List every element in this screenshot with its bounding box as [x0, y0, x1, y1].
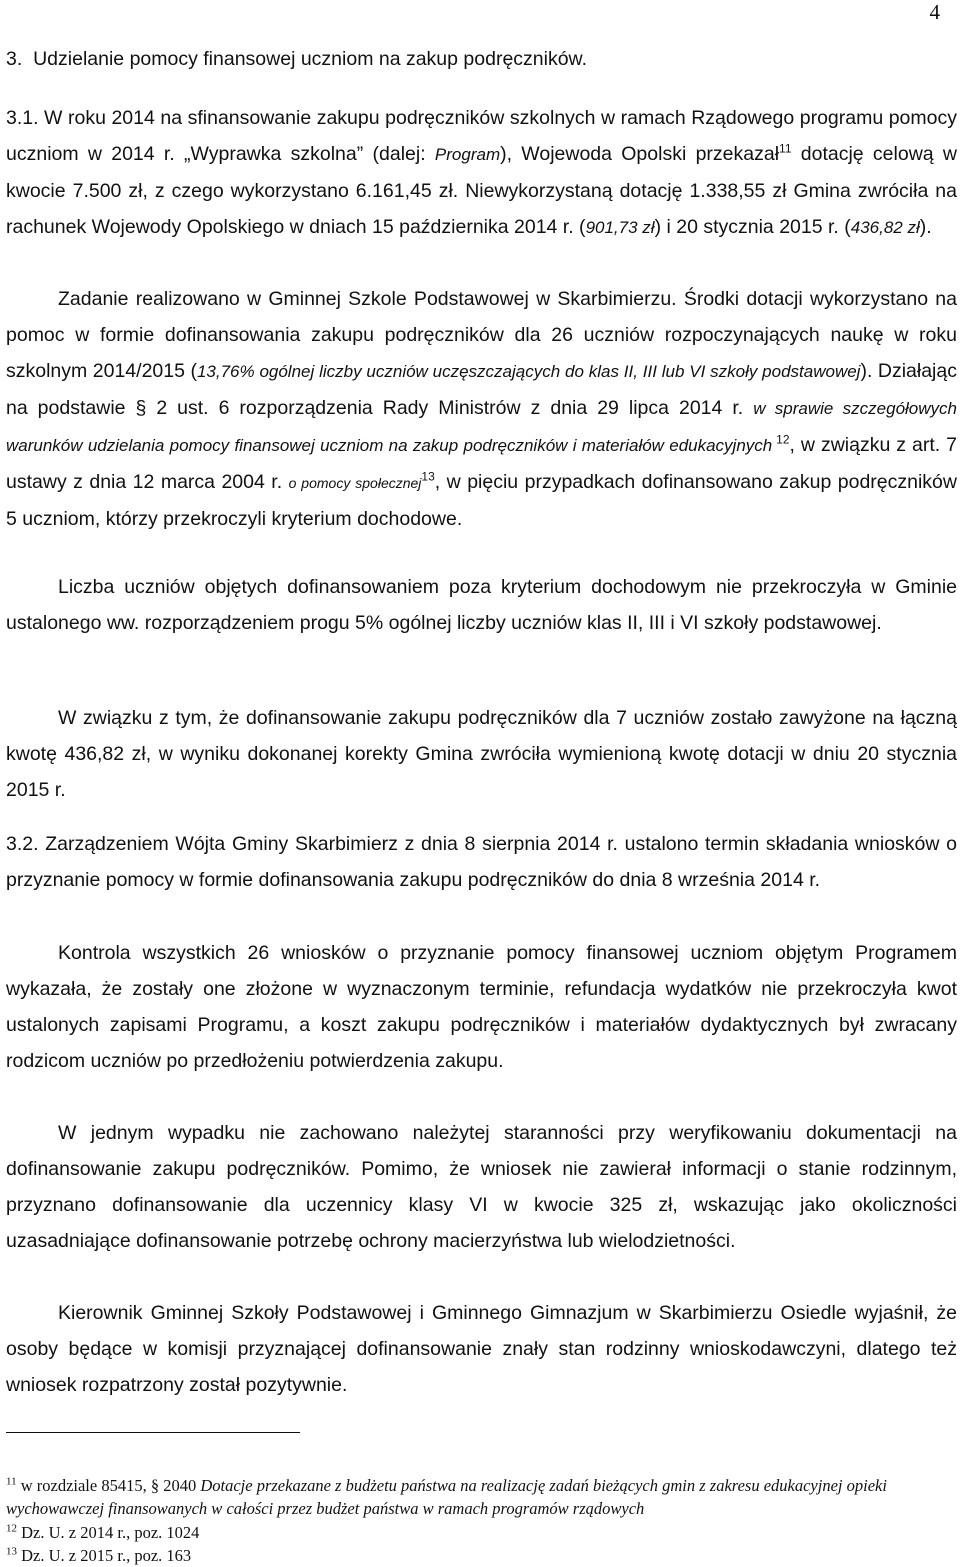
paragraph-overpayment: W związku z tym, że dofinansowanie zakupu podręczników dla 7 uczniów zostało zawyżone na łączną kwotę 436,82 zł, w wyniku dokonanej korekty Gmina zwróciła wymienioną kwotę dotacji w dniu 20 stycznia 2015 r.	[6, 707, 957, 801]
paragraph-task-realization: Zadanie realizowano w Gminnej Szkole Podstawowej w Skarbimierzu. Środki dotacji wykorzystano na pomoc w formie dofinansowania zakupu podręczników dla 26 uczniów rozpoczynających naukę w roku szkolnym 2014/2015 (13,76% ogólnej liczby uczniów uczęszczających do klas II, III lub VI szkoły podstawowej). Działając na podstawie § 2 ust. 6 rozporządzenia Rady Ministrów z dnia 29 lipca 2014 r. w sprawie szczegółowych warunków udzielania pomocy finansowej uczniom na zakup podręczników i materiałów edukacyjnych $^{12}$, w związku z art. 7 ustawy z dnia 12 marca 2004 r. o pomocy społecznej$^{13}$, w pięciu przypadkach dofinansowano zakup podręczników 5 uczniom, którzy przekroczyli kryterium dochodowe.	[6, 288, 958, 530]
footnote-ref-12: 12	[772, 432, 790, 447]
paragraph-threshold: Liczba uczniów objętych dofinansowaniem poza kryterium dochodowym nie przekroczyła w Gminie ustalonego ww. rozporządzeniem progu 5% ogólnej liczby uczniów klas II, III i VI szkoły podstawowej.	[6, 576, 957, 634]
footnote-ref-13: 13	[421, 469, 435, 484]
paragraph-control: Kontrola wszystkich 26 wniosków o przyznanie pomocy finansowej uczniom objętym Programem wykazała, że zostały one złożone w wyznaczonym terminie, refundacja wydatków nie przekroczyła kwot ustalonych zapisami Programu, a koszt zakupu podręczników i materiałów dydaktycznych był zwracany rodzicom uczniów po przedłożeniu potwierdzenia zakupu.	[6, 942, 957, 1072]
footnote-ref-11: 11	[779, 141, 792, 156]
paragraph-3-2: 3.2. Zarządzeniem Wójta Gminy Skarbimierz z dnia 8 sierpnia 2014 r. ustalono termin składania wniosków o przyznanie pomocy w formie dofinansowania zakupu podręczników do dnia 8 września 2014 r.	[6, 833, 957, 891]
footnote-12: $^{12}$ Dz. U. z 2014 r., poz. 1024	[6, 1522, 200, 1542]
page-number: 4	[929, 0, 940, 24]
footnote-13: $^{13}$ Dz. U. z 2015 r., poz. 163	[6, 1545, 192, 1565]
footnote-separator	[6, 1432, 300, 1433]
footnote-11: $^{11}$ w rozdziale 85415, § 2040 Dotacje przekazane z budżetu państwa na realizację zadań bieżących gmin z zakresu edukacyjnej opieki wychowawczej finansowanych w całości przez budżet państwa w ramach programów rządowych	[6, 1475, 887, 1518]
paragraph-explanation: Kierownik Gminnej Szkoły Podstawowej i Gminnego Gimnazjum w Skarbimierzu Osiedle wyjaśnił, że osoby będące w komisji przyznającej dofinansowanie znały stan rodzinny wnioskodawczyni, dlatego też wniosek rozpatrzony został pozytywnie.	[6, 1302, 957, 1396]
paragraph-irregularity: W jednym wypadku nie zachowano należytej staranności przy weryfikowaniu dokumentacji na dofinansowanie zakupu podręczników. Pomimo, że wniosek nie zawierał informacji o stanie rodzinnym, przyznano dofinansowanie dla uczennicy klasy VI w kwocie 325 zł, wskazując jako okoliczności uzasadniające dofinansowanie potrzebę ochrony macierzyństwa lub wielodzietności.	[6, 1122, 957, 1252]
section-heading: 3. Udzielanie pomocy finansowej uczniom na zakup podręczników.	[6, 48, 587, 70]
paragraph-3-1: 3.1. W roku 2014 na sfinansowanie zakupu podręczników szkolnych w ramach Rządowego programu pomocy uczniom w 2014 r. „Wyprawka szkolna” (dalej: Program), Wojewoda Opolski przekazał$^{11}$ dotację celową w kwocie 7.500 zł, z czego wykorzystano 6.161,45 zł. Niewykorzystaną dotację 1.338,55 zł Gmina zwróciła na rachunek Wojewody Opolskiego w dniach 15 października 2014 r. (901,73 zł) i 20 stycznia 2015 r. (436,82 zł).	[6, 107, 957, 238]
